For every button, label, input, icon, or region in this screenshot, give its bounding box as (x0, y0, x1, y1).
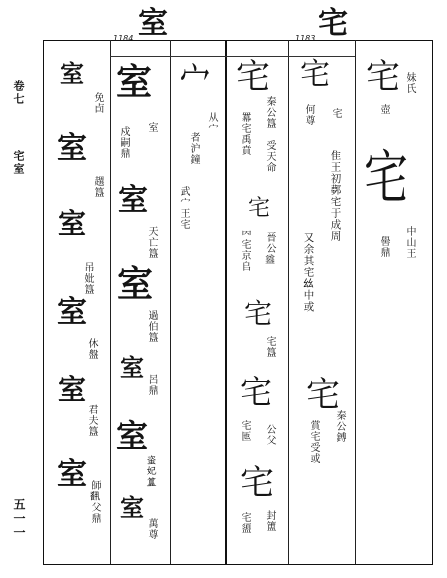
glyph-room: 室 (120, 353, 144, 382)
column-rule (170, 40, 171, 564)
entry-index-residence: 1183 (295, 34, 316, 43)
glyph-residence: 宅 (366, 57, 400, 97)
source-label: 天亡簋 (146, 226, 157, 259)
table-frame (43, 40, 433, 565)
volume-label: 卷七 (12, 80, 25, 106)
entry-head-residence: 宅 (318, 6, 348, 41)
column-rule (355, 40, 356, 564)
source-label: 𠔿宅京𠂤 (239, 228, 250, 272)
page-number: 五一一 (12, 498, 26, 540)
source-label: 从宀 (206, 112, 217, 134)
glyph-room: 室 (58, 207, 87, 240)
glyph-room: 室 (120, 493, 144, 522)
glyph-room: 室 (57, 457, 87, 492)
glyph-roof: 宀 (180, 57, 210, 114)
source-label: 者沪鐘 (188, 132, 199, 165)
glyph-room: 室 (58, 373, 87, 406)
section-label: 宅室 (12, 150, 25, 176)
source-label: 何尊 (303, 104, 314, 126)
source-label: 吊妣簋 (82, 262, 93, 295)
source-label: 晉公𥂴 (264, 232, 275, 265)
source-label: 羃宅禹賁 (239, 112, 250, 156)
source-label: 休盤 (86, 338, 97, 360)
glyph-room: 室 (116, 417, 149, 455)
glyph-room: 室 (57, 131, 87, 166)
glyph-residence: 宅 (236, 57, 270, 97)
source-label: 宅簋 (264, 336, 275, 358)
glyph-residence: 宅 (248, 196, 271, 221)
source-label: 戍嗣鼎 (118, 126, 129, 159)
source-label: 萬尊 (146, 518, 157, 540)
source-label: 秦公簋 (264, 96, 275, 129)
entry-index-room: 1184 (113, 34, 134, 43)
glyph-residence: 宅 (364, 144, 408, 212)
glyph-room: 室 (118, 183, 148, 218)
source-label: 師𩛥父鼎 (89, 480, 100, 524)
source-label: 嚳鼎 (378, 236, 389, 258)
inscription-line: 隹王初鄸宅于成周 (329, 150, 342, 242)
entry-head-room: 室 (138, 6, 168, 41)
glyph-residence: 宅 (240, 463, 274, 503)
source-label: 𧊒妃簋 (146, 454, 157, 487)
glyph-residence: 宅 (300, 57, 330, 92)
glyph-residence: 宅 (240, 373, 273, 411)
source-label: 過伯簋 (146, 310, 157, 343)
source-label: 呂鼎 (146, 374, 157, 396)
source-label: 室 (146, 122, 157, 133)
source-label: 宅匜 (239, 420, 250, 442)
glyph-room: 室 (57, 295, 87, 330)
glyph-room: 室 (116, 61, 153, 103)
source-label: 趩簋 (92, 176, 103, 198)
glyph-residence: 宅 (244, 297, 273, 330)
source-label: 賞宅受或 (308, 420, 319, 464)
source-label: 封簠 (264, 510, 275, 532)
source-label: 免卣 (92, 92, 103, 114)
source-label: 妹氏 (404, 72, 415, 94)
inscription-line: 又余其宅𢆶中或 (302, 232, 315, 313)
source-label: 宅盨 (239, 512, 250, 534)
column-rule (225, 40, 227, 564)
source-label: 武宀王宅 (178, 186, 189, 230)
glyph-room: 室 (117, 263, 154, 305)
source-label: 受天命 (264, 140, 275, 173)
source-label: 君夫簋 (86, 404, 97, 437)
source-label: 中山王 (404, 226, 415, 259)
source-label: 壺 (378, 104, 389, 115)
column-rule (288, 40, 289, 564)
glyph-residence: 宅 (306, 375, 340, 415)
source-label: 宅 (330, 108, 341, 119)
source-label: 秦公鎛 (334, 410, 345, 443)
column-rule (110, 40, 111, 564)
source-label: 公父 (264, 424, 275, 446)
glyph-room: 室 (60, 59, 84, 88)
